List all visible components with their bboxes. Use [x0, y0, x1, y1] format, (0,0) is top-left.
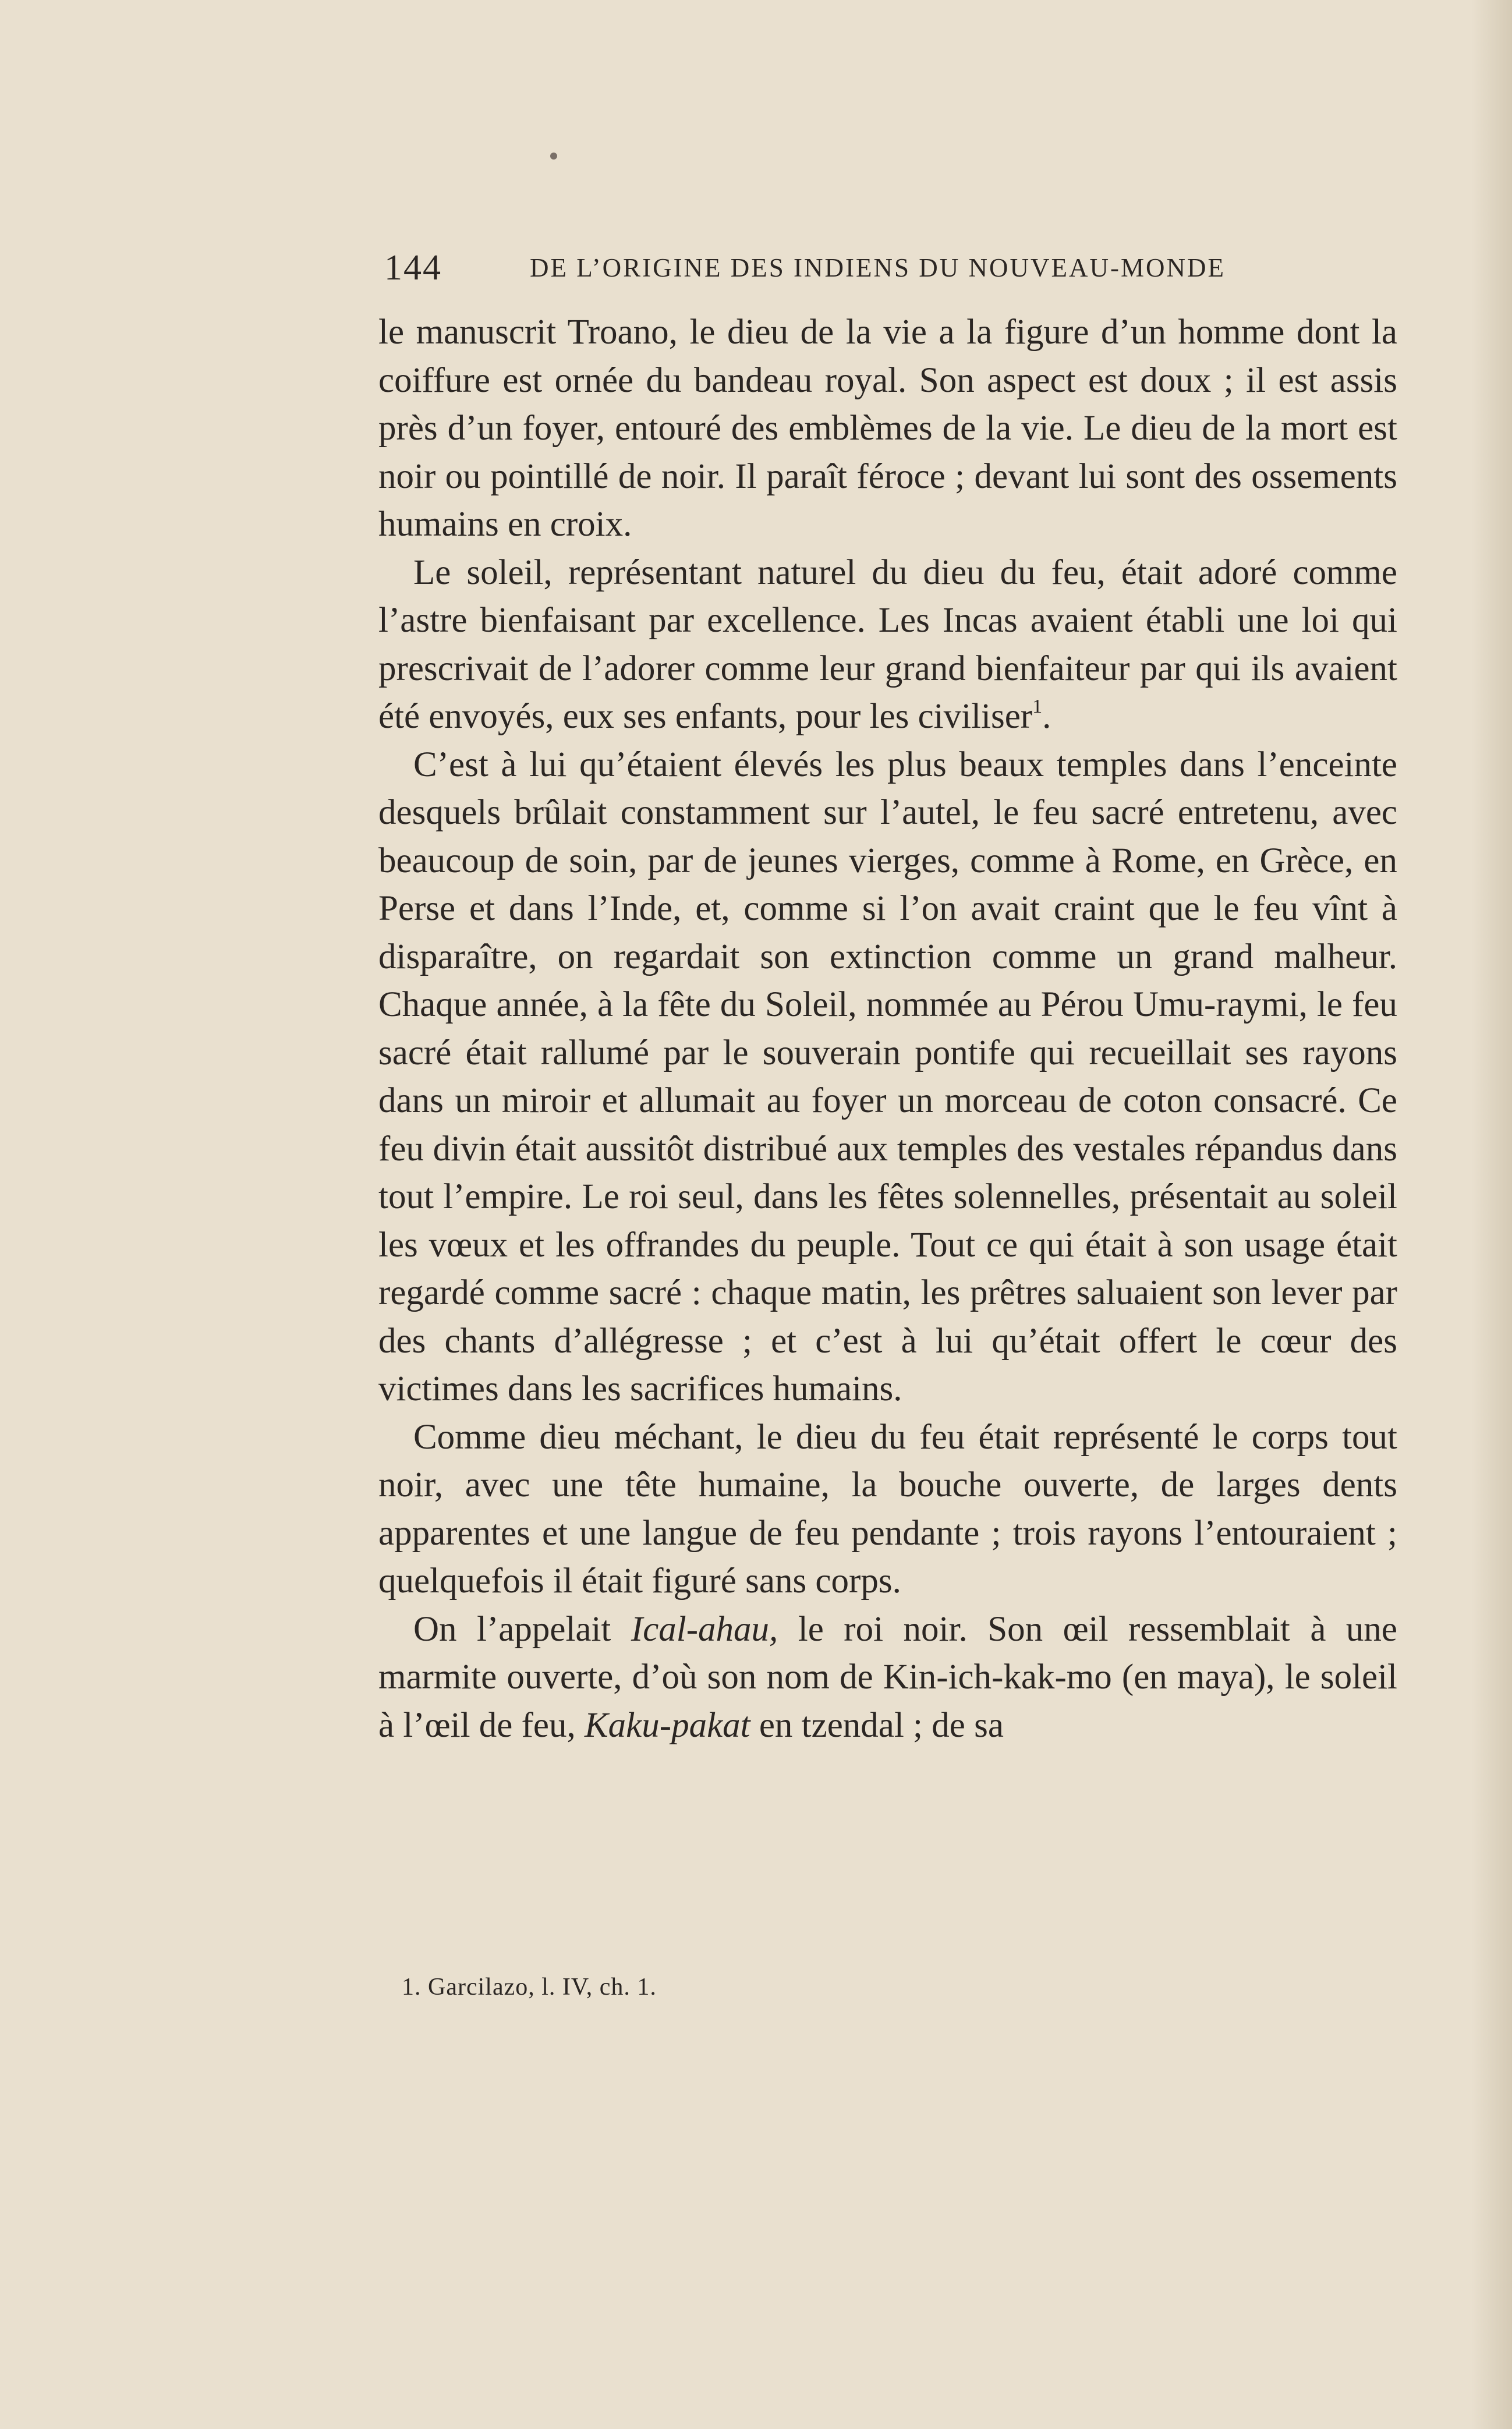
paragraph-5-part-c: en tzendal ; de sa [759, 1705, 1004, 1745]
paragraph-1: le manuscrit Troano, le dieu de la vie a la figure d’un homme dont la coiffure est ornée du bandeau royal. Son aspect est doux ; il est assis près d’un foyer, entouré des emblèmes de la vie. Le dieu de la mort est noir ou pointillé de noir. Il paraît féroce ; devant lui sont des ossements humains en croix. [378, 313, 1397, 544]
page-number: 144 [384, 248, 442, 288]
page-edge-shadow [1471, 0, 1512, 2429]
body-text [378, 309, 1397, 1750]
paragraph-2-text: Le soleil, représentant naturel du dieu du feu, était adoré comme l’astre bienfaisant par excellence. Les Incas avaient établi une loi qui prescrivait de l’adorer comme leur grand bienfaiteur par qui ils avaient été envoyés, eux ses enfants, pour les civiliser [378, 553, 1397, 736]
footnote: 1. Garcilazo, l. IV, ch. 1. [402, 1974, 657, 2000]
paragraph-3: C’est à lui qu’étaient élevés les plus beaux temples dans l’enceinte desquels brûlait constamment sur l’autel, le feu sacré entretenu, avec beaucoup de soin, par de jeunes vierges, comme à Rome, en Grèce, en Perse et dans l’Inde, et, comme si l’on avait craint que le feu vînt à disparaître, on regardait son extinction comme un grand malheur. Chaque année, à la fête du Soleil, nommée au Pérou Umu-raymi, le feu sacré était rallumé par le souverain pontife qui recueillait ses rayons dans un miroir et allumait au foyer un morceau de coton consacré. Ce feu divin était aussitôt distribué aux temples des vestales répandus dans tout l’empire. Le roi seul, dans les fêtes solennelles, présentait au soleil les vœux et les offrandes du peuple. Tout ce qui était à son usage était regardé comme sacré : chaque matin, les prêtres saluaient son lever par des chants d’allégresse ; et c’est à lui qu’était offert le cœur des victimes dans les sacrifices humains. [378, 745, 1397, 1408]
paragraph-2 [378, 549, 1397, 741]
deity-name-ical-ahau: Ical-ahau, [631, 1609, 778, 1649]
paragraph-2-end: . [1042, 697, 1051, 736]
paragraph-5 [378, 1606, 1397, 1750]
paragraph-4: Comme dieu méchant, le dieu du feu était représenté le corps tout noir, avec une tête humaine, la bouche ouverte, de larges dents apparentes et une langue de feu pendante ; trois rayons l’entouraient ; quelquefois il était figuré sans corps. [378, 1417, 1397, 1601]
running-title: DE L’ORIGINE DES INDIENS DU NOUVEAU-MONDE [530, 253, 1226, 282]
paragraph-5-part-a: On l’appelait [413, 1609, 611, 1649]
ink-dot [550, 153, 557, 160]
deity-name-kaku-pakat: Kaku-pakat [585, 1705, 750, 1745]
running-header [378, 245, 1403, 291]
paragraph-5-part-b: le roi noir. Son œil ressemblait à une marmite ouverte, d’où son nom de Kin-ich-kak-mo (en maya), le soleil à l’œil de feu, [378, 1609, 1397, 1745]
footnote-reference: 1 [1032, 696, 1043, 717]
